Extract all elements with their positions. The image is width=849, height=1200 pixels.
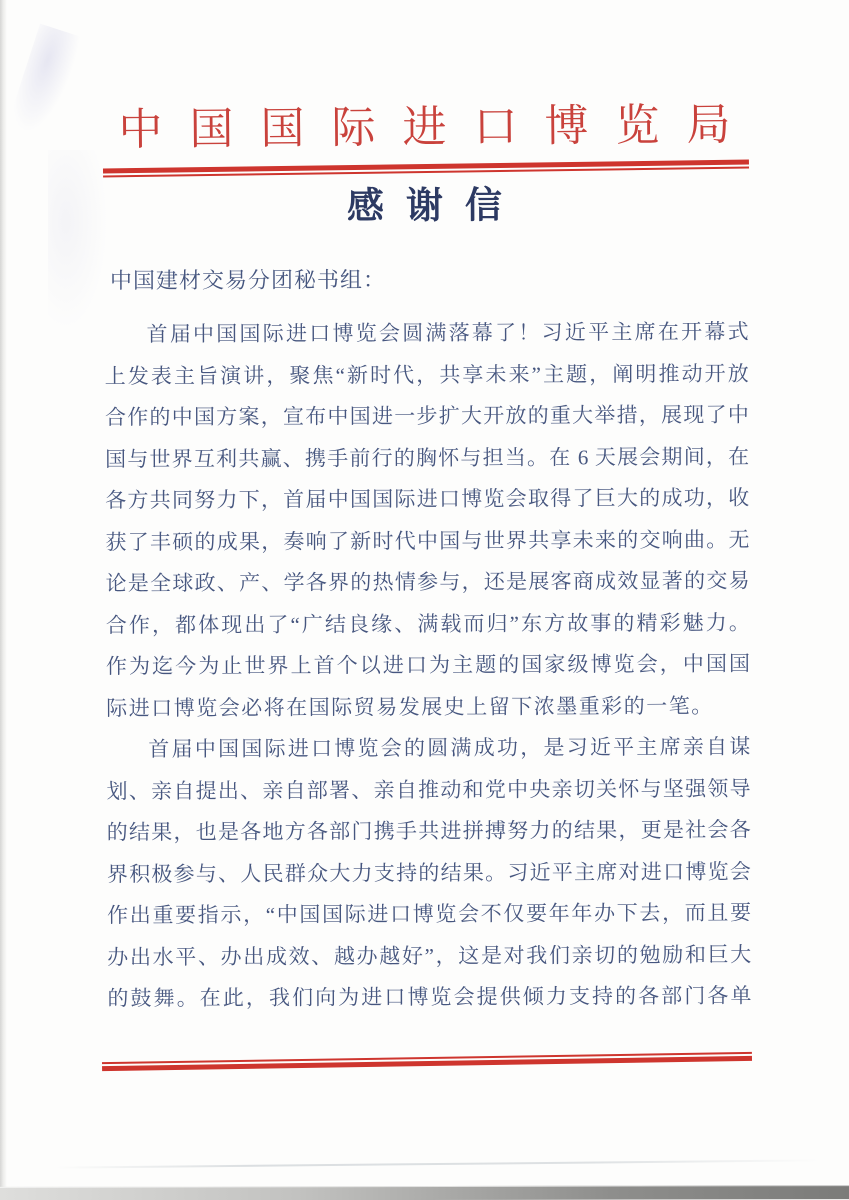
text-line: 作出重要指示，“中国国际进口博览会不仅要年年办下去，而且要 [107, 900, 752, 928]
salutation: 中国建材交易分团秘书组： [109, 267, 387, 294]
text-line: 界积极参与、人民群众大力支持的结果。习近平主席对进口博览会 [106, 859, 751, 886]
text-line: 首届中国国际进口博览会圆满落幕了！习近平主席在开幕式 [146, 319, 749, 347]
text-line: 首届中国国际进口博览会的圆满成功，是习近平主席亲自谋 [148, 734, 751, 762]
footer-double-rule [102, 1052, 752, 1071]
letterhead-double-rule [103, 159, 749, 177]
scan-smudge [48, 150, 108, 330]
text-line: 上发表主旨演讲，聚焦“新时代，共享未来”主题，阐明推动开放 [104, 361, 749, 388]
text-line: 际进口博览会必将在国际贸易发展史上留下浓墨重彩的一笔。 [106, 693, 714, 720]
paper-fold-line [55, 1159, 820, 1168]
letter-title: 感谢信 [346, 185, 525, 228]
text-line: 各方共同努力下，首届中国国际进口博览会取得了巨大的成功，收 [105, 485, 750, 513]
paragraph [104, 312, 750, 730]
text-line: 合作的中国方案，宣布中国进一步扩大开放的重大举措，展现了中 [104, 402, 749, 430]
text-line: 国与世界互利共赢、携手前行的胸怀与担当。在 6 天展会期间，在 [105, 444, 750, 471]
text-line: 办出水平、办出成效、越办越好”，这是对我们亲切的勉励和巨大 [107, 942, 752, 969]
text-line: 论是全球政、产、学各界的热情参与，还是展客商成效显著的交易 [105, 568, 750, 596]
text-line: 作为迄今为止世界上首个以进口为主题的国家级博览会，中国国 [105, 651, 751, 679]
text-line: 获了丰硕的成果，奏响了新时代中国与世界共享未来的交响曲。无 [105, 527, 750, 554]
text-line: 划、亲自提出、亲自部署、亲自推动和党中央亲切关怀与坚强领导 [106, 776, 751, 803]
scanner-edge-left [0, 0, 7, 1200]
letterhead-org-name: 中国国际进口博览局 [118, 100, 758, 155]
scanner-edge-bottom [0, 1185, 849, 1200]
letter-body [104, 312, 751, 1020]
text-line: 的鼓舞。在此，我们向为进口博览会提供倾力支持的各部门各单 [107, 983, 752, 1011]
text-line: 合作，都体现出了“广结良缘、满载而归”东方故事的精彩魅力。 [105, 610, 750, 637]
text-line: 的结果，也是各地方各部门携手共进拼搏努力的结果，更是社会各 [106, 817, 751, 845]
paragraph [106, 727, 751, 1020]
